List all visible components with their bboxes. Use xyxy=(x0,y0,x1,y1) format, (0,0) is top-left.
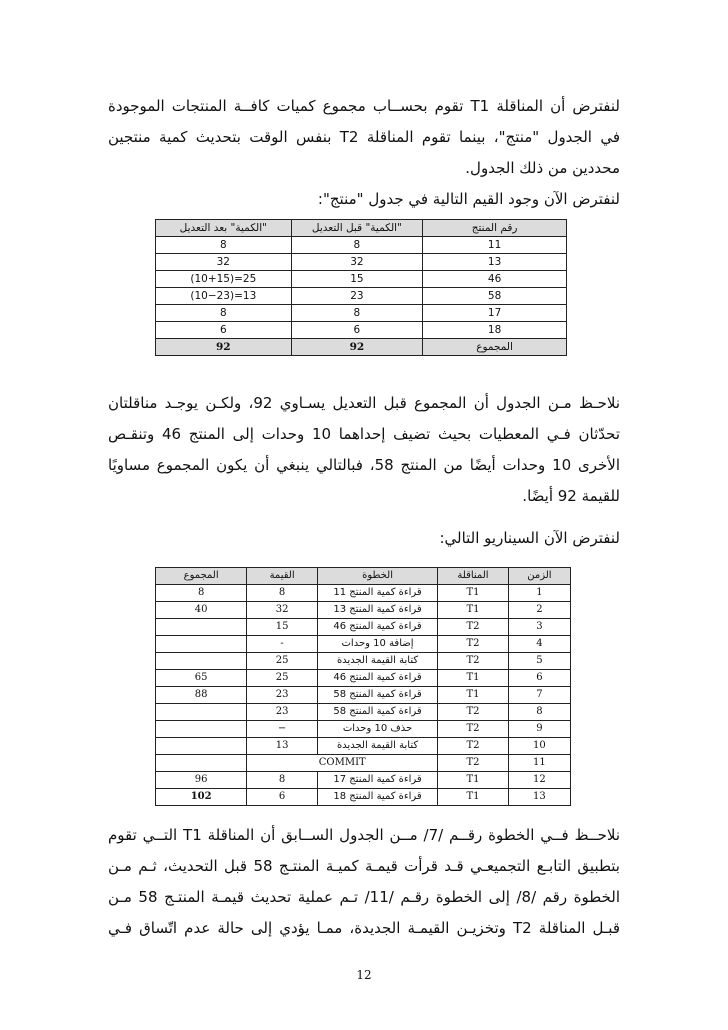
analysis-paragraph xyxy=(108,820,620,944)
text-line: للقيمة 92 أيضًا. xyxy=(522,487,620,505)
table-cell: 32 xyxy=(247,602,318,619)
page-number: 12 xyxy=(356,968,372,982)
text-line: لنفترض أن المناقلة T1 تقوم بحســاب مجموع كميات كافــة المنتجات الموجودة xyxy=(108,97,620,115)
table-cell: 8 xyxy=(247,772,318,789)
column-header: المناقلة xyxy=(438,568,509,585)
commit-row xyxy=(156,755,571,772)
table-cell: 9 xyxy=(508,721,570,738)
table-cell xyxy=(156,755,247,772)
table-cell: T1 xyxy=(438,772,509,789)
table-cell: كتابة القيمة الجديدة xyxy=(317,653,437,670)
table-cell: T1 xyxy=(438,602,509,619)
table-header-row xyxy=(156,220,567,237)
table-cell: 18 xyxy=(423,322,567,339)
table-cell: 40 xyxy=(156,602,247,619)
table-cell: T2 xyxy=(438,619,509,636)
table-row xyxy=(156,670,571,687)
table-cell xyxy=(156,704,247,721)
text-line: الأخرى 10 وحدات أيضًا من المنتج 58، فبالتالي ينبغي أن يكون المجموع مساويًا xyxy=(108,456,620,474)
table-cell: 7 xyxy=(508,687,570,704)
table-row xyxy=(156,789,571,806)
table-cell: 8 xyxy=(247,585,318,602)
observation-paragraph xyxy=(108,388,620,512)
text-line: بتطبيق التابـع التجميعـي قـد قرأت قيمـة كميـة المنتـج 58 قبل التحديث، ثـم مـن xyxy=(108,857,620,875)
table-cell: 8 xyxy=(156,237,292,254)
table-cell: 96 xyxy=(156,772,247,789)
table-cell: قراءة كمية المنتج 46 xyxy=(317,670,437,687)
table-cell: كتابة القيمة الجديدة xyxy=(317,738,437,755)
table-cell xyxy=(156,636,247,653)
table-row xyxy=(156,288,567,305)
table-cell: 32 xyxy=(291,254,423,271)
table-cell: 23 xyxy=(291,288,423,305)
table-cell: T1 xyxy=(438,789,509,806)
table-cell: 15 xyxy=(291,271,423,288)
column-header: الزمن xyxy=(508,568,570,585)
table-row xyxy=(156,322,567,339)
table-row xyxy=(156,721,571,738)
table-row xyxy=(156,602,571,619)
table-cell: 6 xyxy=(291,322,423,339)
table-cell: 25=(10+15) xyxy=(156,271,292,288)
table-cell: 8 xyxy=(156,585,247,602)
text-line: لنفترض الآن وجود القيم التالية في جدول "منتج": xyxy=(317,190,620,208)
table-cell: 13=(10−23) xyxy=(156,288,292,305)
table-cell: 2 xyxy=(508,602,570,619)
commit-cell: COMMIT xyxy=(247,755,438,772)
product-quantities-table xyxy=(155,219,567,356)
table-cell: قراءة كمية المنتج 11 xyxy=(317,585,437,602)
column-header: "الكمية" قبل التعديل xyxy=(291,220,423,237)
table-cell: 3 xyxy=(508,619,570,636)
table-row xyxy=(156,653,571,670)
table-cell: T2 xyxy=(438,704,509,721)
table-cell: 8 xyxy=(508,704,570,721)
text-line: محددين من ذلك الجدول. xyxy=(465,159,620,177)
table-cell: 25 xyxy=(247,653,318,670)
table-row xyxy=(156,704,571,721)
total-after: 92 xyxy=(156,339,292,356)
column-header: "الكمية" بعد التعديل xyxy=(156,220,292,237)
table-row xyxy=(156,619,571,636)
table-cell: 5 xyxy=(508,653,570,670)
table-cell: T2 xyxy=(438,636,509,653)
table-cell: 6 xyxy=(247,789,318,806)
table-cell: T2 xyxy=(438,738,509,755)
table-cell: 12 xyxy=(508,772,570,789)
table-row xyxy=(156,271,567,288)
table-cell: − xyxy=(247,721,318,738)
table-cell: 11 xyxy=(423,237,567,254)
total-label: المجموع xyxy=(423,339,567,356)
table-cell: T1 xyxy=(438,670,509,687)
table-cell: - xyxy=(247,636,318,653)
text-line: تحدّثان فـي المعطيات بحيث تضيف إحداهما 10 وحدات إلى المنتج 46 وتنقـص xyxy=(108,425,620,443)
table-cell: قراءة كمية المنتج 46 xyxy=(317,619,437,636)
intro-paragraph xyxy=(108,91,620,215)
column-header: رقم المنتج xyxy=(423,220,567,237)
table-cell: T2 xyxy=(438,653,509,670)
table-cell: 1 xyxy=(508,585,570,602)
table-cell: 88 xyxy=(156,687,247,704)
column-header: القيمة xyxy=(247,568,318,585)
total-row xyxy=(156,339,567,356)
table-cell: 23 xyxy=(247,704,318,721)
table-cell xyxy=(156,653,247,670)
table-row xyxy=(156,687,571,704)
table-cell: 13 xyxy=(508,789,570,806)
table-header-row xyxy=(156,568,571,585)
text-line: لنفترض الآن السيناريو التالي: xyxy=(439,529,620,547)
table-cell: 17 xyxy=(423,305,567,322)
table-cell: 23 xyxy=(247,687,318,704)
table-row xyxy=(156,636,571,653)
table-cell: T2 xyxy=(438,755,509,772)
table-cell: T1 xyxy=(438,585,509,602)
table-cell: T2 xyxy=(438,721,509,738)
table-cell: 58 xyxy=(423,288,567,305)
table-cell: 13 xyxy=(247,738,318,755)
table-cell: 8 xyxy=(291,305,423,322)
text-line: نلاحــظ فــي الخطوة رقــم /7/ مــن الجدول الســابق أن المناقلة T1 التــي تقوم xyxy=(108,826,620,844)
table-cell: 46 xyxy=(423,271,567,288)
table-cell: 13 xyxy=(423,254,567,271)
table-cell: 65 xyxy=(156,670,247,687)
total-before: 92 xyxy=(291,339,423,356)
table-row xyxy=(156,237,567,254)
table-cell: 6 xyxy=(508,670,570,687)
column-header: المجموع xyxy=(156,568,247,585)
table-row xyxy=(156,772,571,789)
table-cell: إضافة 10 وحدات xyxy=(317,636,437,653)
table-cell: 25 xyxy=(247,670,318,687)
table-cell xyxy=(156,738,247,755)
table-cell: 4 xyxy=(508,636,570,653)
table-cell: قراءة كمية المنتج 58 xyxy=(317,704,437,721)
table-cell: 10 xyxy=(508,738,570,755)
table-cell: قراءة كمية المنتج 17 xyxy=(317,772,437,789)
table-cell: قراءة كمية المنتج 58 xyxy=(317,687,437,704)
column-header: الخطوة xyxy=(317,568,437,585)
table-cell: T1 xyxy=(438,687,509,704)
text-line: نلاحـظ مـن الجدول أن المجموع قبل التعديل يسـاوي 92، ولكـن يوجـد مناقلتان xyxy=(108,394,620,412)
text-line: قبـل المناقلة T2 وتخزيـن القيمـة الجديدة، ممـا يؤدي إلى حالة عدم اتّساق فـي xyxy=(108,919,620,937)
table-cell: 6 xyxy=(156,322,292,339)
text-line: الخطوة رقم /8/ إلى الخطوة رقـم /11/ تـم عملية تحديث قيمـة المنتـج 58 مـن xyxy=(108,888,620,906)
scenario-intro xyxy=(108,523,620,554)
table-row xyxy=(156,585,571,602)
table-cell: قراءة كمية المنتج 13 xyxy=(317,602,437,619)
text-line: في الجدول "منتج"، بينما تقوم المناقلة T2 بنفس الوقت بتحديث كمية منتجين xyxy=(108,128,620,146)
table-row xyxy=(156,305,567,322)
table-cell: حذف 10 وحدات xyxy=(317,721,437,738)
scenario-table xyxy=(155,567,571,806)
table-cell: 11 xyxy=(508,755,570,772)
table-row xyxy=(156,738,571,755)
table-cell: 8 xyxy=(291,237,423,254)
table-cell: 32 xyxy=(156,254,292,271)
table-cell: 8 xyxy=(156,305,292,322)
table-cell: 102 xyxy=(156,789,247,806)
table-cell: 15 xyxy=(247,619,318,636)
table-cell xyxy=(156,721,247,738)
table-cell: قراءة كمية المنتج 18 xyxy=(317,789,437,806)
table-row xyxy=(156,254,567,271)
table-cell xyxy=(156,619,247,636)
